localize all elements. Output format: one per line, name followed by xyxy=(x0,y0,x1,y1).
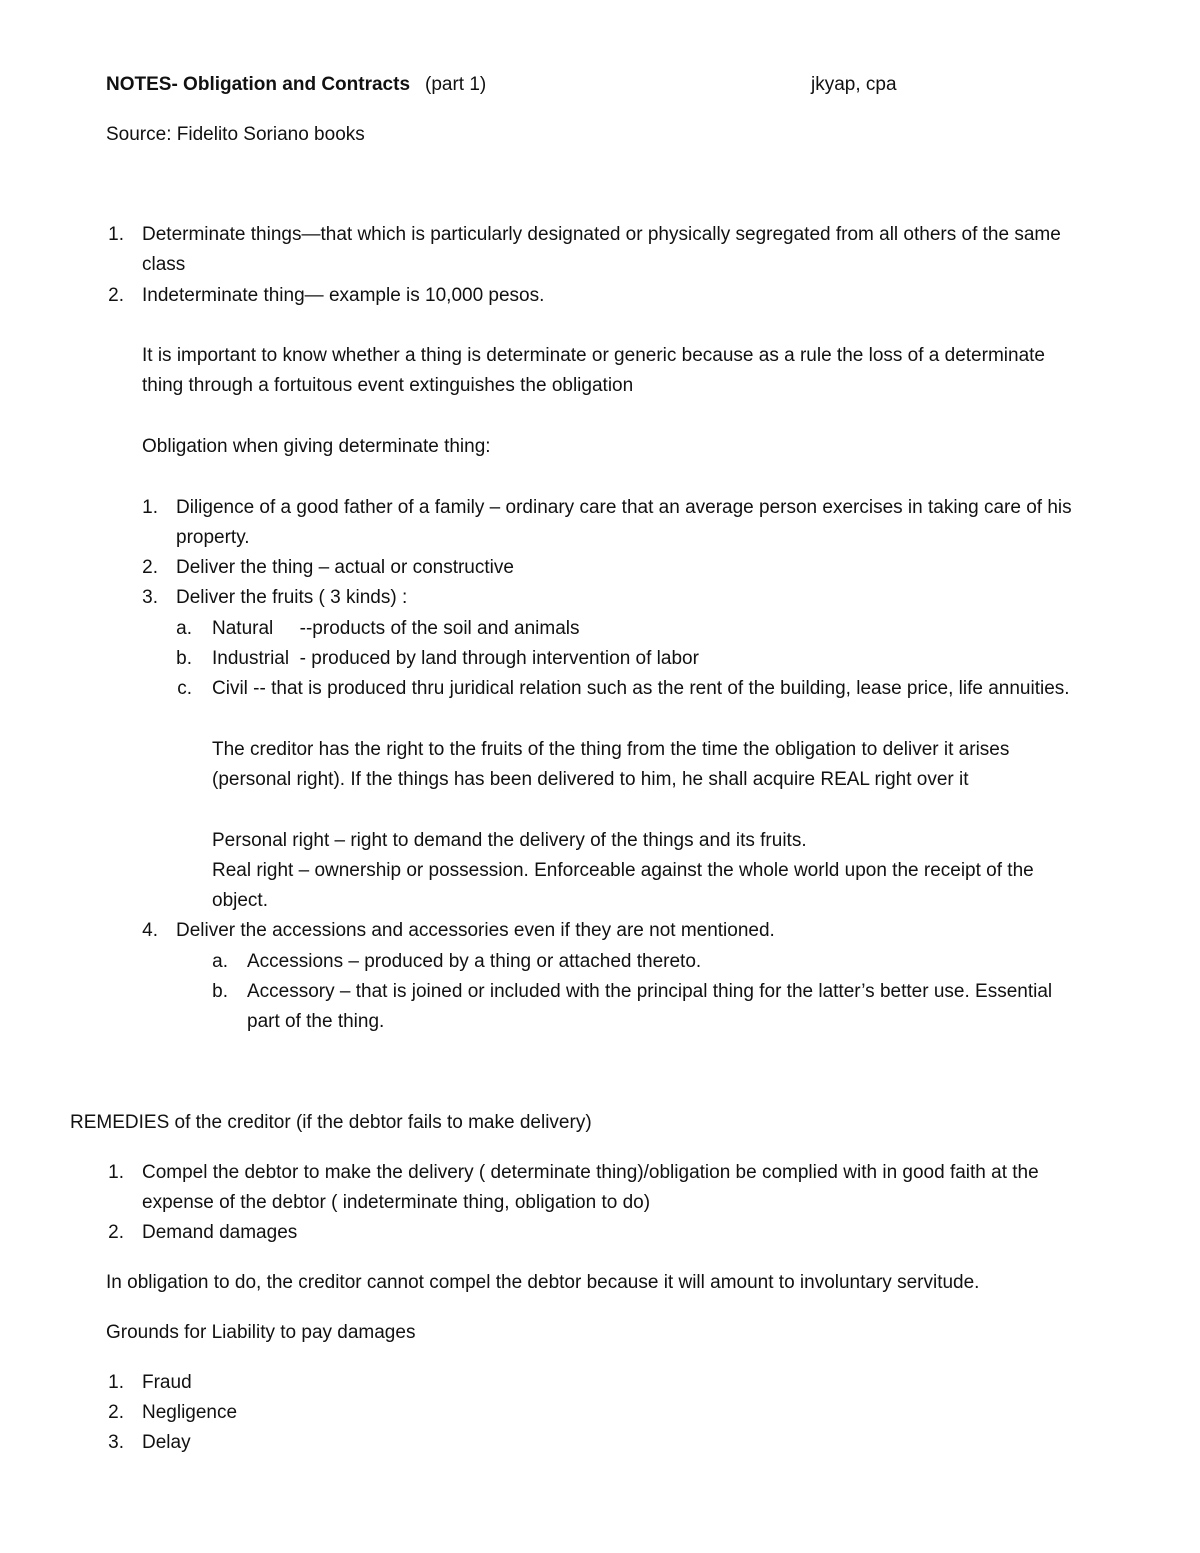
list-item-text: Deliver the fruits ( 3 kinds) : xyxy=(176,587,408,608)
document-title: NOTES- Obligation and Contracts xyxy=(106,74,411,95)
section-heading: REMEDIES of the creditor (if the debtor fails to make delivery) xyxy=(70,1112,592,1133)
paragraph-line: In obligation to do, the creditor cannot compel the debtor because it will amount to involuntary servitude. xyxy=(106,1272,980,1293)
list-number: 1. xyxy=(142,497,158,518)
sub-list-item-text: Industrial - produced by land through intervention of labor xyxy=(212,648,699,669)
paragraph-line: It is important to know whether a thing is determinate or generic because as a rule the loss of a determinate xyxy=(142,345,1045,366)
list-number: 1. xyxy=(108,1372,124,1393)
list-number: 1. xyxy=(108,1162,124,1183)
list-number: 3. xyxy=(108,1432,124,1453)
list-number: 2. xyxy=(108,1402,124,1423)
list-item-text: Deliver the thing – actual or constructive xyxy=(176,557,514,578)
sub-list-letter: a. xyxy=(212,951,228,972)
paragraph-line: The creditor has the right to the fruits of the thing from the time the obligation to deliver it arises xyxy=(212,739,1010,760)
sub-list-item-text: Accessions – produced by a thing or attached thereto. xyxy=(247,951,702,972)
list-item-text: expense of the debtor ( indeterminate thing, obligation to do) xyxy=(142,1192,651,1213)
sub-list-letter: a. xyxy=(176,618,192,639)
sub-list-letter: b. xyxy=(176,648,192,669)
section-heading: Grounds for Liability to pay damages xyxy=(106,1322,416,1343)
list-item-text: property. xyxy=(176,527,250,548)
list-number: 2. xyxy=(142,557,158,578)
list-item-text: Diligence of a good father of a family – ordinary care that an average person exercises in taking care of his xyxy=(176,497,1072,518)
list-item-text: Delay xyxy=(142,1432,191,1453)
list-item-text: class xyxy=(142,254,186,275)
document-part: (part 1) xyxy=(425,74,487,95)
list-number: 4. xyxy=(142,920,158,941)
sub-list-item-text: Accessory – that is joined or included with the principal thing for the latter’s better use. Essential xyxy=(247,981,1053,1002)
list-item-text: Deliver the accessions and accessories even if they are not mentioned. xyxy=(176,920,775,941)
sub-list-item-text: Natural --products of the soil and animals xyxy=(212,618,580,639)
real-right-line: Real right – ownership or possession. Enforceable against the whole world upon the receipt of the xyxy=(212,860,1034,881)
list-item-text: Demand damages xyxy=(142,1222,298,1243)
list-item-text: Fraud xyxy=(142,1372,192,1393)
paragraph-line: (personal right). If the things has been delivered to him, he shall acquire REAL right over it xyxy=(212,769,969,790)
sub-list-item-text: Civil -- that is produced thru juridical relation such as the rent of the building, lease price, life annuities. xyxy=(212,678,1070,699)
source-line: Source: Fidelito Soriano books xyxy=(106,124,365,145)
list-item-text: Indeterminate thing— example is 10,000 pesos. xyxy=(142,285,545,306)
personal-right-line: Personal right – right to demand the delivery of the things and its fruits. xyxy=(212,830,807,851)
list-number: 3. xyxy=(142,587,158,608)
list-number: 1. xyxy=(108,224,124,245)
list-item-text: Compel the debtor to make the delivery ( determinate thing)/obligation be complied with in good faith at the xyxy=(142,1162,1039,1183)
list-item-text: Determinate things—that which is particularly designated or physically segregated from all others of the same xyxy=(142,224,1061,245)
paragraph-line: thing through a fortuitous event extinguishes the obligation xyxy=(142,375,634,396)
document-author: jkyap, cpa xyxy=(811,74,897,95)
list-item-text: Negligence xyxy=(142,1402,238,1423)
section-heading: Obligation when giving determinate thing: xyxy=(142,436,491,457)
sub-list-letter: b. xyxy=(212,981,228,1002)
real-right-line: object. xyxy=(212,890,268,911)
list-number: 2. xyxy=(108,285,124,306)
sub-list-letter: c. xyxy=(177,678,192,699)
sub-list-item-text: part of the thing. xyxy=(247,1011,385,1032)
list-number: 2. xyxy=(108,1222,124,1243)
